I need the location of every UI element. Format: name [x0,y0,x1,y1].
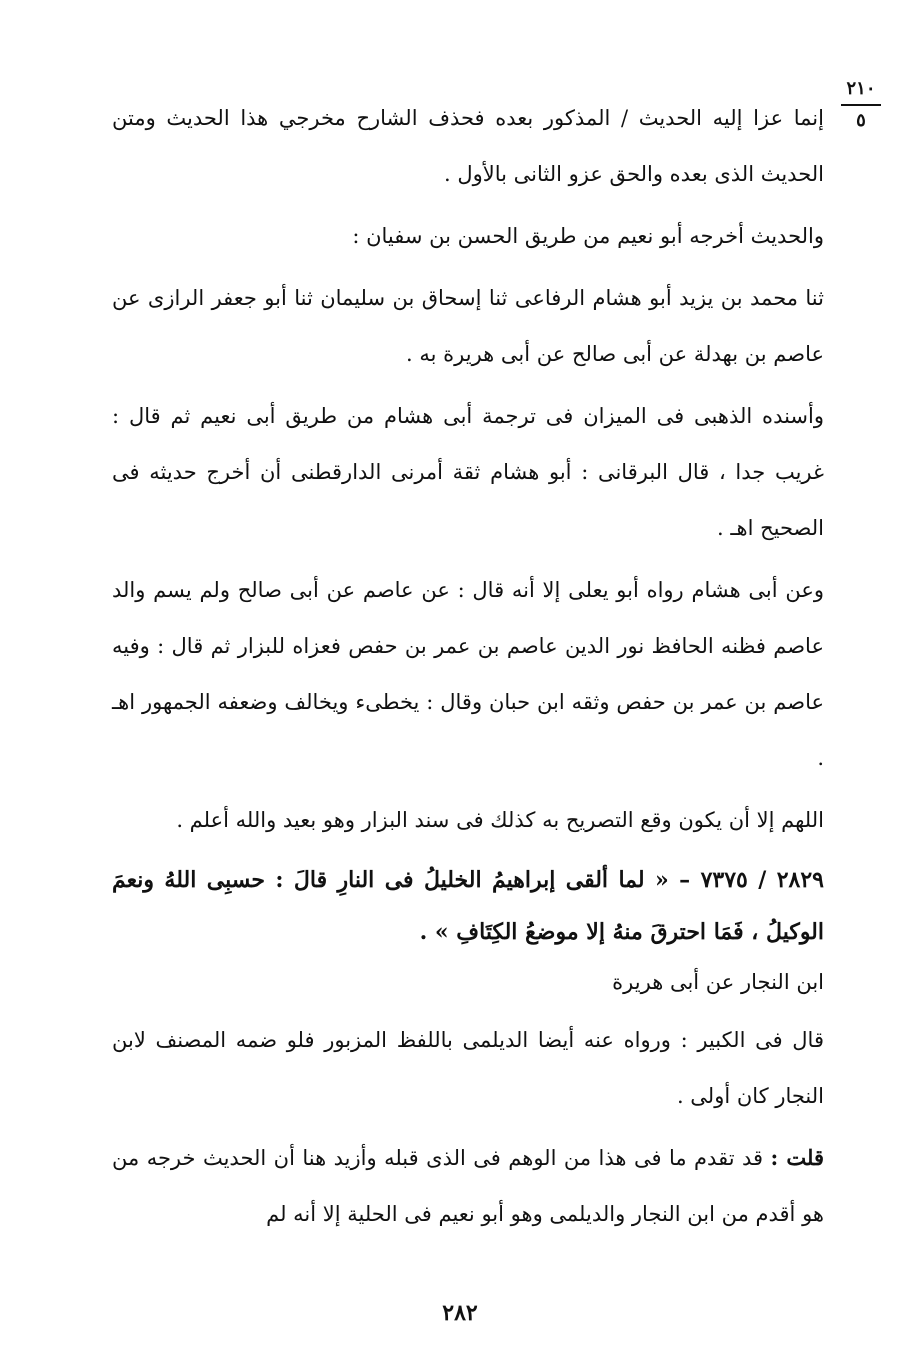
margin-rule [841,104,881,106]
margin-number-main: ٢١٠ [846,78,876,99]
paragraph: والحديث أخرجه أبو نعيم من طريق الحسن بن سفيان : [352,224,824,248]
hadith-text: – « لما ألقى إبراهيمُ الخليلُ فى النارِ قالَ : حسبِى اللهُ ونعمَ الوكيلُ ، فَمَا احترقَ منهُ إلا موضعُ الكِتَافِ » . [112,867,824,945]
paragraph: اللهم إلا أن يكون وقع التصريح به كذلك فى سند البزار وهو بعيد والله أعلم . [176,808,824,832]
final-paragraph-text: قد تقدم ما فى هذا من الوهم فى الذى قبله وأزيد هنا أن الحديث خرجه من هو أقدم من ابن النجار والديلمى وهو أبو نعيم فى الحلية إلا أنه لم [112,1146,824,1226]
body-text [112,90,824,1242]
paragraph: وأسنده الذهبى فى الميزان فى ترجمة أبى هشام من طريق أبى نعيم ثم قال : غريب جدا ، قال البرقانى : أبو هشام ثقة أمرنى الدارقطنى أن أخرج حديثه فى الصحيح اهـ . [112,404,824,540]
hadith-heading [112,854,824,958]
final-paragraph-lead: قلت : [770,1145,824,1170]
paragraph: قال فى الكبير : ورواه عنه أيضا الديلمى باللفظ المزبور فلو ضمه المصنف لابن النجار كان أولى . [112,1028,824,1108]
final-paragraph [112,1130,824,1242]
paragraph: وعن أبى هشام رواه أبو يعلى إلا أنه قال : عن عاصم عن أبى صالح ولم يسم والد عاصم فظنه الحافظ نور الدين عاصم بن عمر بن حفص فعزاه للبزار ثم قال : وفيه عاصم بن عمر بن حفص وثقه ابن حبان وقال : يخطىء ويخالف وضعفه الجمهور اهـ . [112,578,824,770]
paragraph: ثنا محمد بن يزيد أبو هشام الرفاعى ثنا إسحاق بن سليمان ثنا أبو جعفر الرازى عن عاصم بن بهدلة عن أبى صالح عن أبى هريرة به . [112,286,824,366]
page-number: ٢٨٢ [442,1300,478,1326]
margin-number-sub: ٥ [856,110,866,131]
hadith-source: ابن النجار عن أبى هريرة [612,970,824,994]
margin-hadith-number [838,80,884,130]
paragraph: إنما عزا إليه الحديث / المذكور بعده فحذف الشارح مخرجي هذا الحديث ومتن الحديث الذى بعده والحق عزو الثانى بالأول . [112,106,824,186]
hadith-numbers: ٢٨٢٩ / ٧٣٧٥ [700,867,824,893]
